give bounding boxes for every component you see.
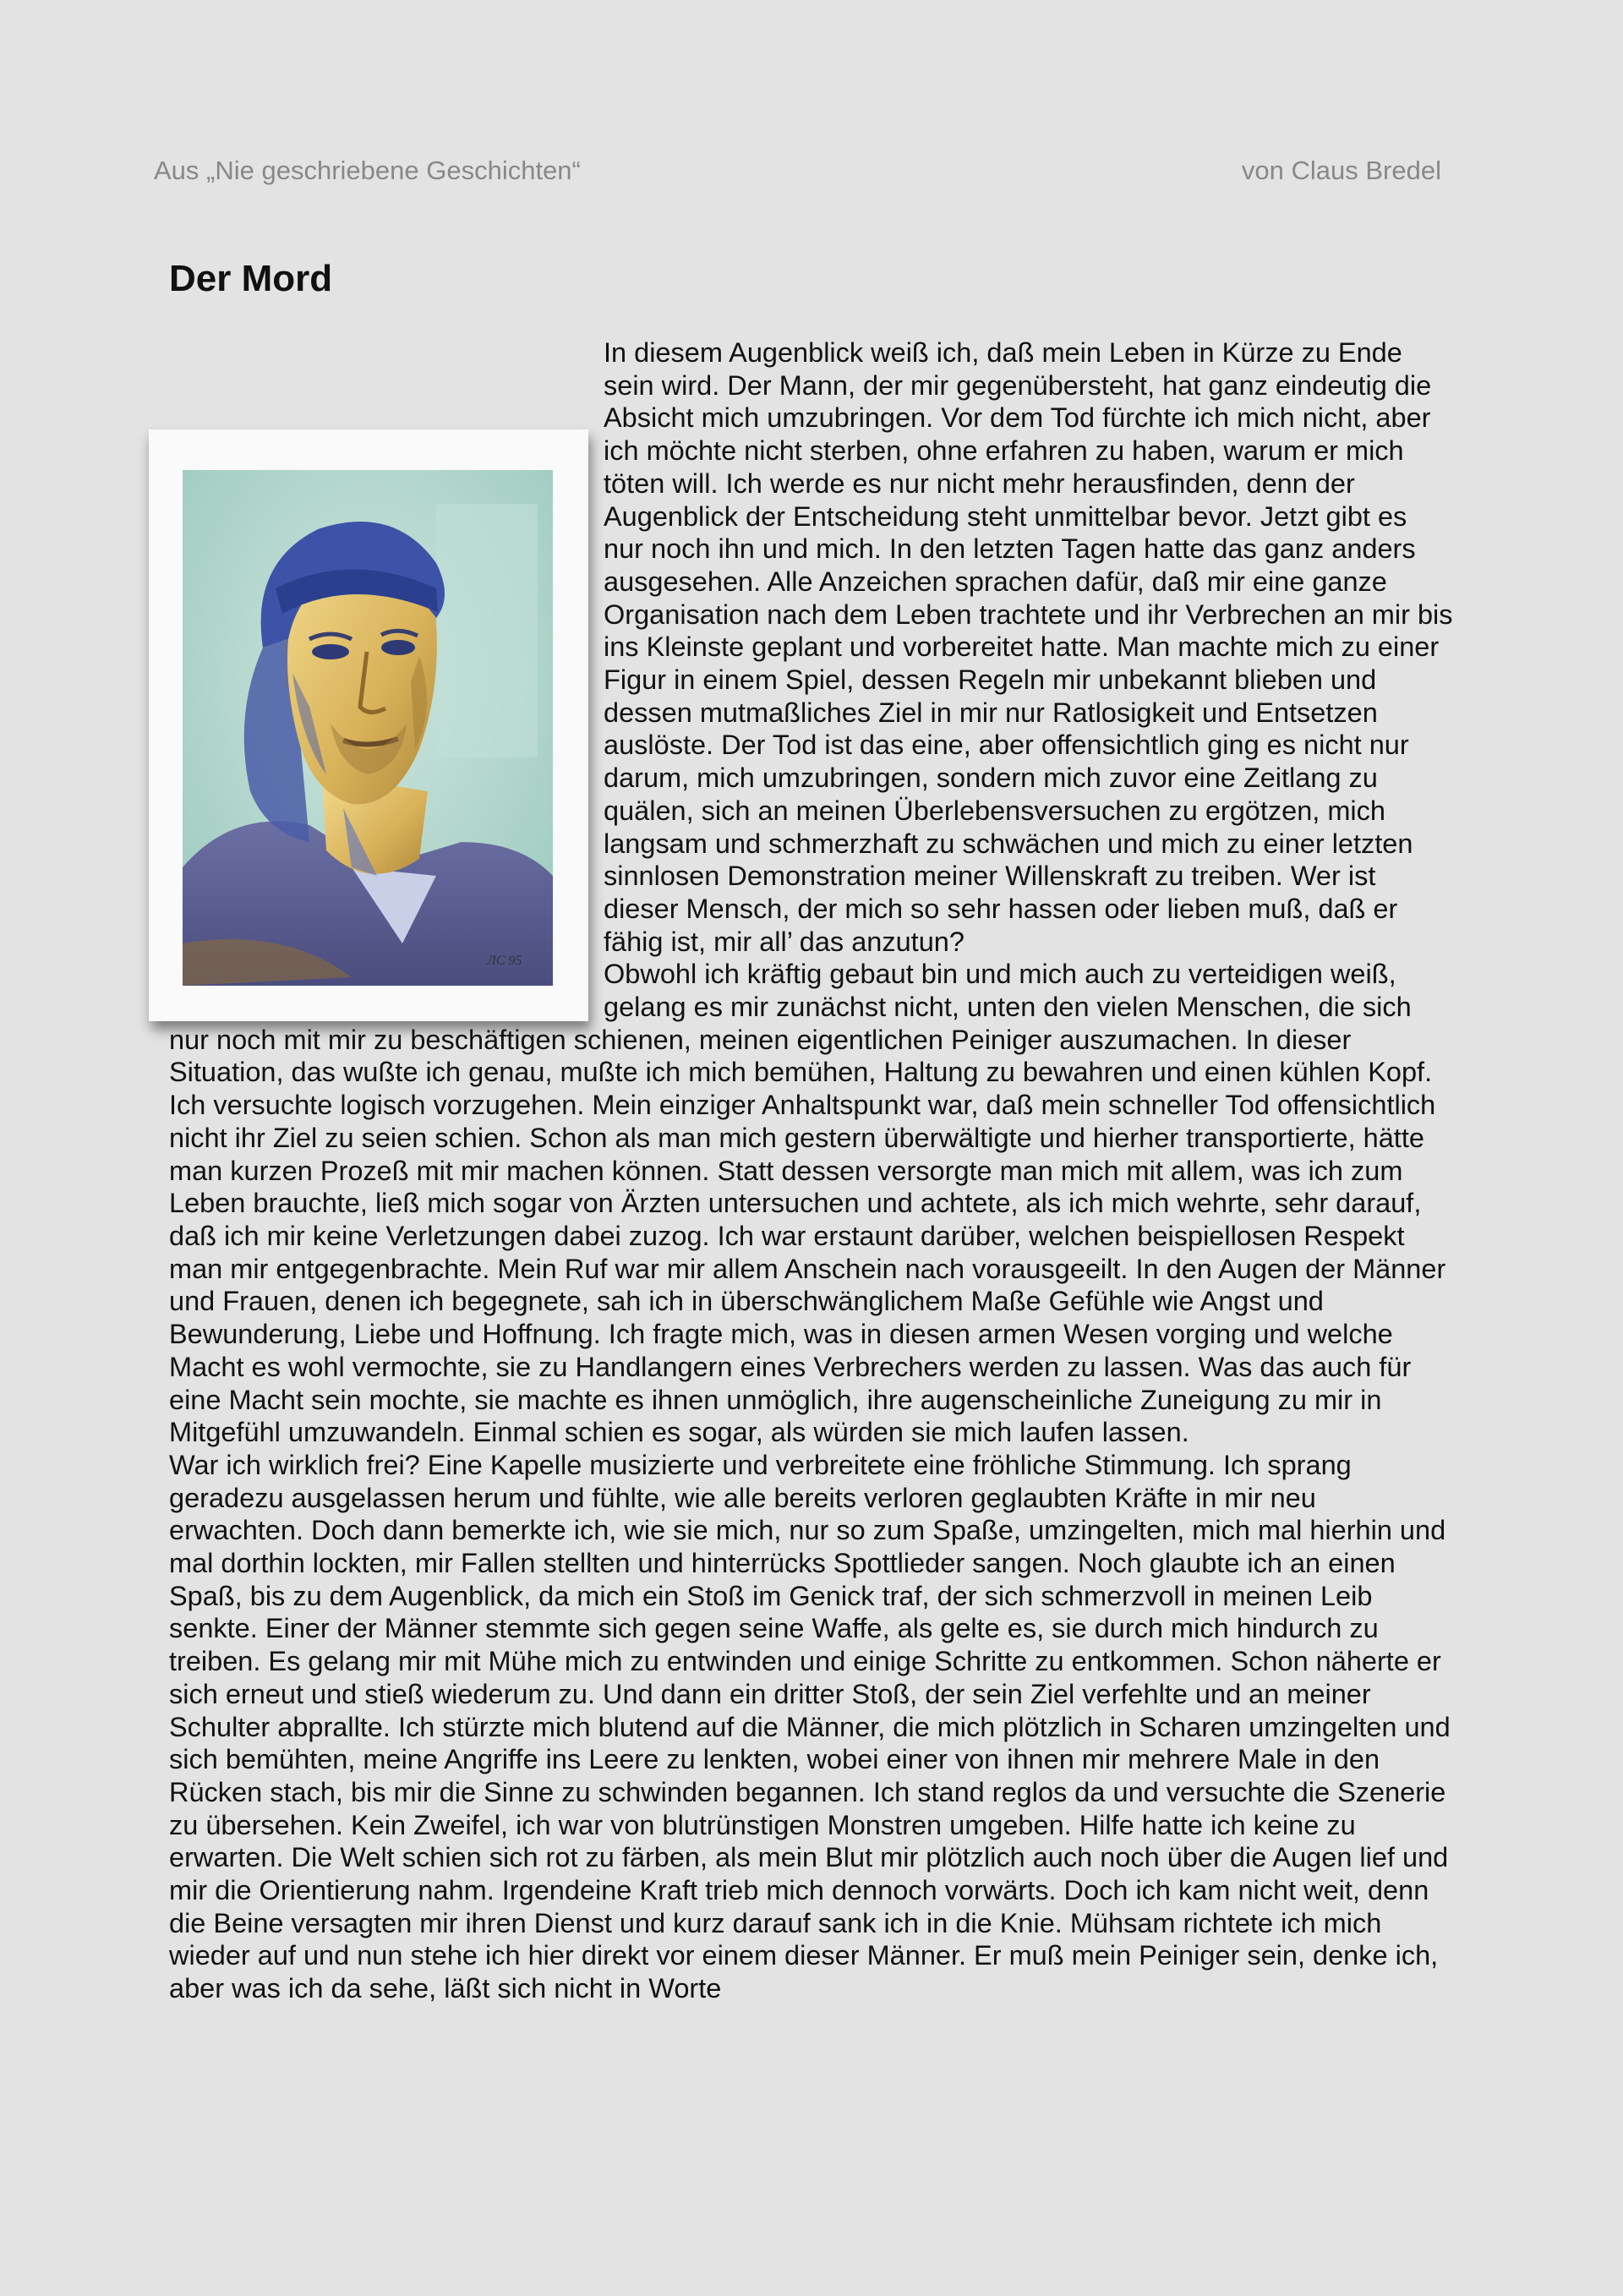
story-paragraph: Obwohl ich kräftig gebaut bin und mich auch zu verteidigen weiß, gelang es mir zunächst nicht, unten den vielen Menschen, die sich nur noch mit mir zu beschäftigen schienen, meinen eigentlichen Peiniger auszumachen. In dieser Situation, das wußte ich genau, mußte ich mich bemühen, Haltung zu bewahren und einen kühlen Kopf. Ich versuchte logisch vorzugehen. Mein einziger Anhaltspunkt war, daß mein schneller Tod offensichtlich nicht ihr Ziel zu seien schien. Schon als man mich gestern überwältigte und hierher transportierte, hätte man kurzen Prozeß mit mir machen können. Statt dessen versorgte man mich mit allem, was ich zum Leben brauchte, ließ mich sogar von Ärzten untersuchen und achtete, als ich mich wehrte, sehr darauf, daß ich mir keine Verletzungen dabei zuzog. Ich war erstaunt darüber, welchen beispiellosen Respekt man mir entgegenbrachte. Mein Ruf war mir allem Anschein nach vorausgeeilt. In den Augen der Männer und Frauen, denen ich begegnete, sah ich in überschwänglichem Maße Gefühle wie Angst und Bewunderung, Liebe und Hoffnung. Ich fragte mich, was in diesen armen Wesen vorging und welche Macht es wohl vermochte, sie zu Handlangern eines Verbrechers werden zu lassen. Was das auch für eine Macht sein mochte, sie machte es ihnen unmöglich, ihre augenscheinliche Zuneigung zu mir in Mitgefühl umzuwandeln. Einmal schien es sogar, als würden sie mich laufen lassen. xyxy=(169,959,1446,1448)
author-label: von Claus Bredel xyxy=(1241,156,1441,185)
story-paragraph: War ich wirklich frei? Eine Kapelle musizierte und verbreitete eine fröhliche Stimmung. Ich sprang geradezu ausgelassen herum und fühlte, wie alle bereits verloren geglaubten Kräfte in mir neu erwachten. Doch dann bemerkte ich, wie sie mich, nur so zum Spaße, umzingelten, mich mal hierhin und mal dorthin lockten, mir Fallen stellten und hinterrücks Spottlieder sangen. Noch glaubte ich an einen Spaß, bis zu dem Augenblick, da mich ein Stoß im Genick traf, der sich schmerzvoll in meinen Leib senkte. Einer der Männer stemmte sich gegen seine Waffe, als gelte es, sie durch mich hindurch zu treiben. Es gelang mir mit Mühe mich zu entwinden und einige Schritte zu entkommen. Schon näherte er sich erneut und stieß wiederum zu. Und dann ein dritter Stoß, der sein Ziel verfehlte und an meiner Schulter abprallte. Ich stürzte mich blutend auf die Männer, die mich plötzlich in Scharen umzingelten und sich bemühten, meine Angriffe ins Leere zu lenkten, wobei einer von ihnen mir mehrere Male in den Rücken stach, bis mir die Sinne zu schwinden begannen. Ich stand reglos da und versuchte die Szenerie zu übersehen. Kein Zweifel, ich war von blutrünstigen Monstren umgeben. Hilfe hatte ich keine zu erwarten. Die Welt schien sich rot zu färben, als mein Blut mir plötzlich auch noch über die Augen lief und mir die Orientierung nahm. Irgendeine Kraft trieb mich dennoch vorwärts. Doch ich kam nicht weit, denn die Beine versagten mir ihren Dienst und kurz darauf sank ich in die Knie. Mühsam richtete ich mich wieder auf und nun stehe ich hier direkt vor einem dieser Männer. Er muß mein Peiniger sein, denke ich, aber was ich da sehe, läßt sich nicht in Worte xyxy=(169,1449,1451,2004)
painting-signature: ЛС 95 xyxy=(487,954,522,968)
story-body xyxy=(169,336,1454,2005)
illustration-float-spacer xyxy=(169,429,590,1020)
story-paragraph: In diesem Augenblick weiß ich, daß mein Leben in Kürze zu Ende sein wird. Der Mann, der mir gegenübersteht, hat ganz eindeutig die Absicht mich umzubringen. Vor dem Tod fürchte ich mich nicht, aber ich möchte nicht sterben, ohne erfahren zu haben, warum er mich töten will. Ich werde es nur nicht mehr herausfinden, denn der Augenblick der Entscheidung steht unmittelbar bevor. Jetzt gibt es nur noch ihn und mich. In den letzten Tagen hatte das ganz anders ausgesehen. Alle Anzeichen sprachen dafür, daß mir eine ganze Organisation nach dem Leben trachtete und ihr Verbrechen an mir bis ins Kleinste geplant und vorbereitet hatte. Man machte mich zu einer Figur in einem Spiel, dessen Regeln mir unbekannt blieben und dessen mutmaßliches Ziel in mir nur Ratlosigkeit und Entsetzen auslöste. Der Tod ist das eine, aber offensichtlich ging es nicht nur darum, mich umzubringen, sondern mich zuvor eine Zeitlang zu quälen, sich an meinen Überlebensversuchen zu ergötzen, mich langsam und schmerzhaft zu schwächen und mich zu einer letzten sinnlosen Demonstration meiner Willenskraft zu treiben. Wer ist dieser Mensch, der mich so sehr hassen oder lieben muß, daß er fähig ist, mir all’ das anzutun? xyxy=(604,337,1453,957)
story-title: Der Mord xyxy=(169,258,333,299)
book-source-label: Aus „Nie geschriebene Geschichten“ xyxy=(154,156,581,185)
